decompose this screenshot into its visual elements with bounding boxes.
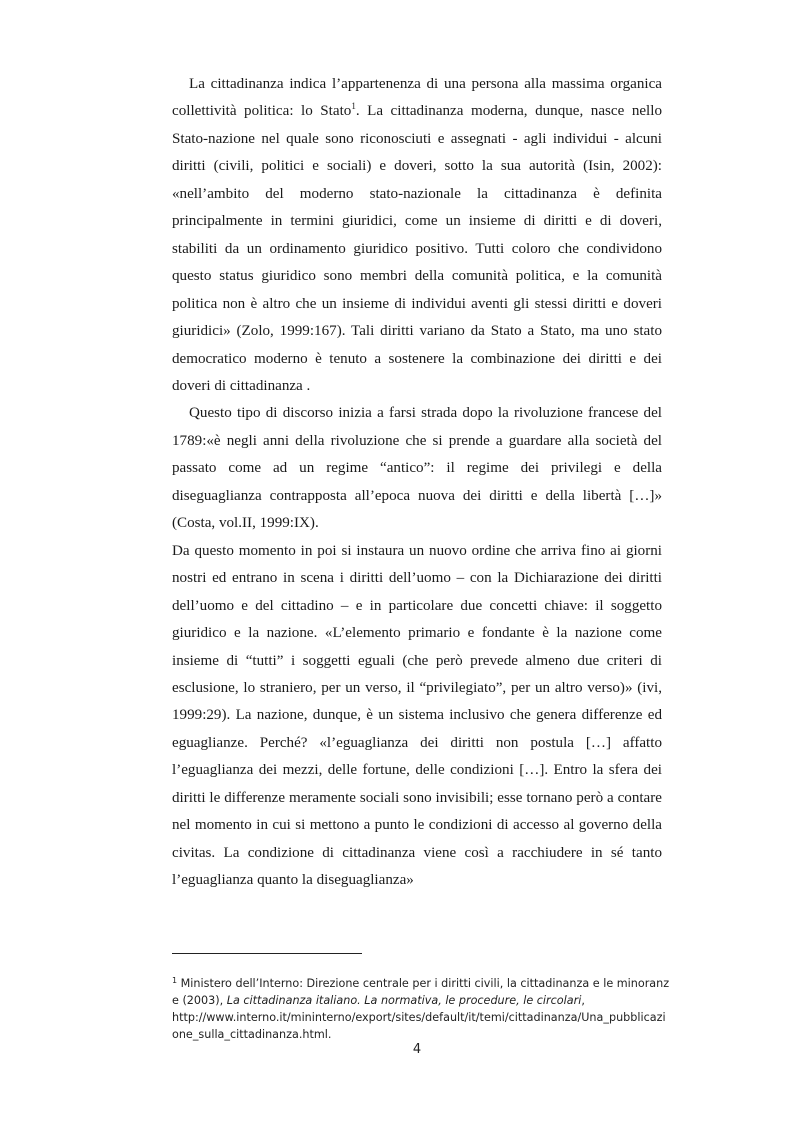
footnote-reference[interactable]: 1 xyxy=(351,101,356,112)
paragraph-text: . La cittadinanza moderna, dunque, nasce nello Stato-nazione nel quale sono riconosciuti e assegnati - agli individui - alcuni diritti (civili, politici e sociali) e doveri, sotto la sua autorità (Isin, 2002): «nell’ambito del moderno stato-nazionale la cittadinanza è definita principalmente in termini giuridici, come un insieme di diritti e di doveri, stabiliti da un ordinamento giuridico positivo. Tutti coloro che condividono questo status giuridico sono membri della comunità politica, e la comunità politica non è altro che un insieme di individui aventi gli stessi diritti e doveri giuridici» (Zolo, 1999:167). Tali diritti variano da Stato a Stato, ma uno stato democratico moderno è tenuto a sostenere la combinazione dei diritti e dei doveri di cittadinanza . xyxy=(172,103,662,394)
body-text xyxy=(172,71,662,895)
paragraph: Da questo momento in poi si instaura un nuovo ordine che arriva fino ai giorni nostri ed entrano in scena i diritti dell’uomo – con la Dichiarazione dei diritti dell’uomo e del cittadino – e in particolare due concetti chiave: il soggetto giuridico e la nazione. «L’elemento primario e fondante è la nazione come insieme di “tutti” i soggetti eguali (che però prevede almeno due criteri di esclusione, lo straniero, per un verso, il “privilegiato”, per un altro verso)» (ivi, 1999:29). La nazione, dunque, è un sistema inclusivo che genera differenze ed eguaglianze. Perché? «l’eguaglianza dei diritti non postula […] affatto l’eguaglianza dei mezzi, delle fortune, delle condizioni […]. Entro la sfera dei diritti le differenze meramente sociali sono invisibili; esse tornano però a contare nel momento in cui si mettono a punto le condizioni di accesso al governo della civitas. La condizione di cittadinanza viene così a racchiudere in sé tanto l’eguaglianza quanto la diseguaglianza» xyxy=(172,542,662,889)
footnote-text: Ministero dell’Interno: Direzione centrale per i diritti civili, la cittadinanza e le minoranze (2003), xyxy=(172,977,670,1007)
footnote-number: 1 xyxy=(172,976,178,985)
footnote xyxy=(172,975,672,1043)
footnote-text: , xyxy=(581,994,585,1007)
paragraph-text: La cittadinanza indica l’appartenenza di una persona alla massima organica collettività politica: lo Stato xyxy=(172,76,662,120)
paragraph: Questo tipo di discorso inizia a farsi strada dopo la rivoluzione francese del 1789:«è negli anni della rivoluzione che si prende a guardare alla società del passato come ad un regime “antico”: il regime dei privilegi e della diseguaglianza contrapposta all’epoca nuova dei diritti e della libertà […]» (Costa, vol.II, 1999:IX). xyxy=(172,405,662,532)
footnote-url[interactable]: http://www.interno.it/mininterno/export/sites/default/it/temi/cittadinanza/Una_pubblicazione_sulla_cittadinanza.html. xyxy=(172,1011,666,1041)
footnote-title: La cittadinanza italiano. La normativa, le procedure, le circolari xyxy=(226,994,582,1007)
paragraph xyxy=(172,71,662,400)
footnote-separator xyxy=(172,953,362,954)
page-number: 4 xyxy=(412,1042,422,1057)
